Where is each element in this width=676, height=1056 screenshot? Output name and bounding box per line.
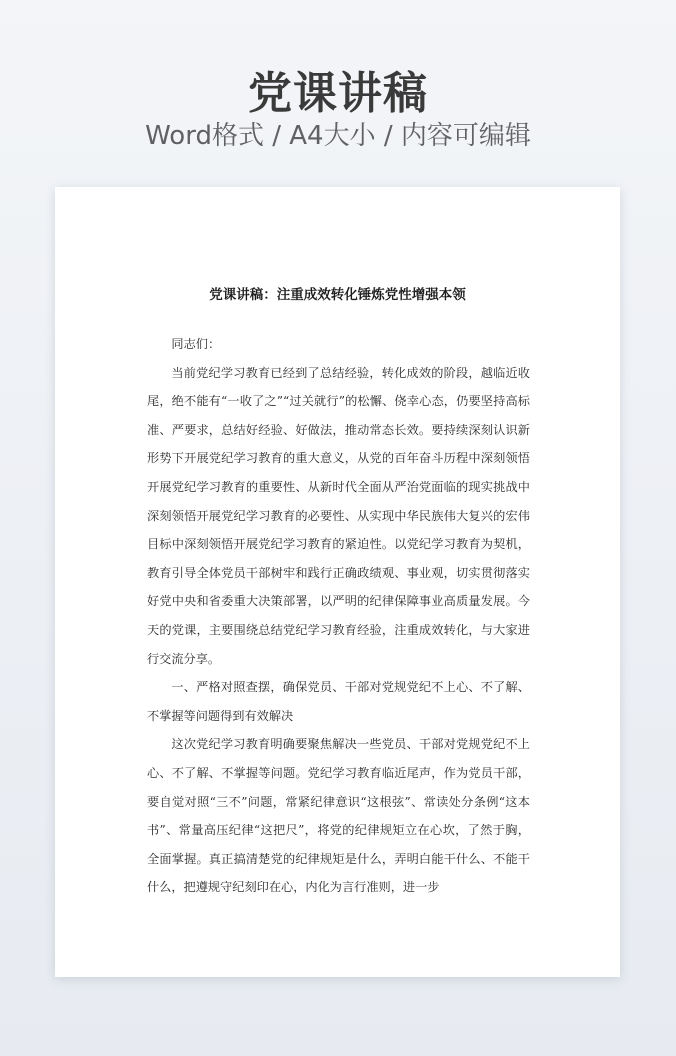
page-subtitle: Word格式 / A4大小 / 内容可编辑 xyxy=(145,121,531,151)
header-banner xyxy=(0,0,676,180)
document-paragraph: 这次党纪学习教育明确要聚焦解决一些党员、干部对党规党纪不上心、不了解、不掌握等问题。党纪学习教育临近尾声，作为党员干部，要自觉对照“三不”问题，常紧纪律意识“这根弦”、常读处分条例“这本书”、常量高压纪律“这把尺”，将党的纪律规矩立在心坎，了然于胸，全面掌握。真正搞清楚党的纪律规矩是什么，弄明白能干什么、不能干什么，把遵规守纪刻印在心，内化为言行准则，进一步 xyxy=(147,737,530,895)
page-title: 党课讲稿 xyxy=(248,68,428,119)
document-title: 党课讲稿：注重成效转化锤炼党性增强本领 xyxy=(209,287,466,303)
document-body xyxy=(147,330,530,902)
document-page-preview xyxy=(55,187,620,977)
document-section-heading: 一、严格对照查摆，确保党员、干部对党规党纪不上心、不了解、不掌握等问题得到有效解决 xyxy=(147,680,530,723)
document-paragraph: 同志们： xyxy=(171,337,221,351)
document-paragraph: 当前党纪学习教育已经到了总结经验，转化成效的阶段，越临近收尾，绝不能有“一收了之”“过关就行”的松懈、侥幸心态，仍要坚持高标准、严要求，总结好经验、好做法，推动常态长效。要持续深刻认识新形势下开展党纪学习教育的重大意义，从党的百年奋斗历程中深刻领悟开展党纪学习教育的重要性、从新时代全面从严治党面临的现实挑战中深刻领悟开展党纪学习教育的必要性、从实现中华民族伟大复兴的宏伟目标中深刻领悟开展党纪学习教育的紧迫性。以党纪学习教育为契机，教育引导全体党员干部树牢和践行正确政绩观、事业观，切实贯彻落实好党中央和省委重大决策部署，以严明的纪律保障事业高质量发展。今天的党课，主要围绕总结党纪学习教育经验，注重成效转化，与大家进行交流分享。 xyxy=(147,365,530,666)
